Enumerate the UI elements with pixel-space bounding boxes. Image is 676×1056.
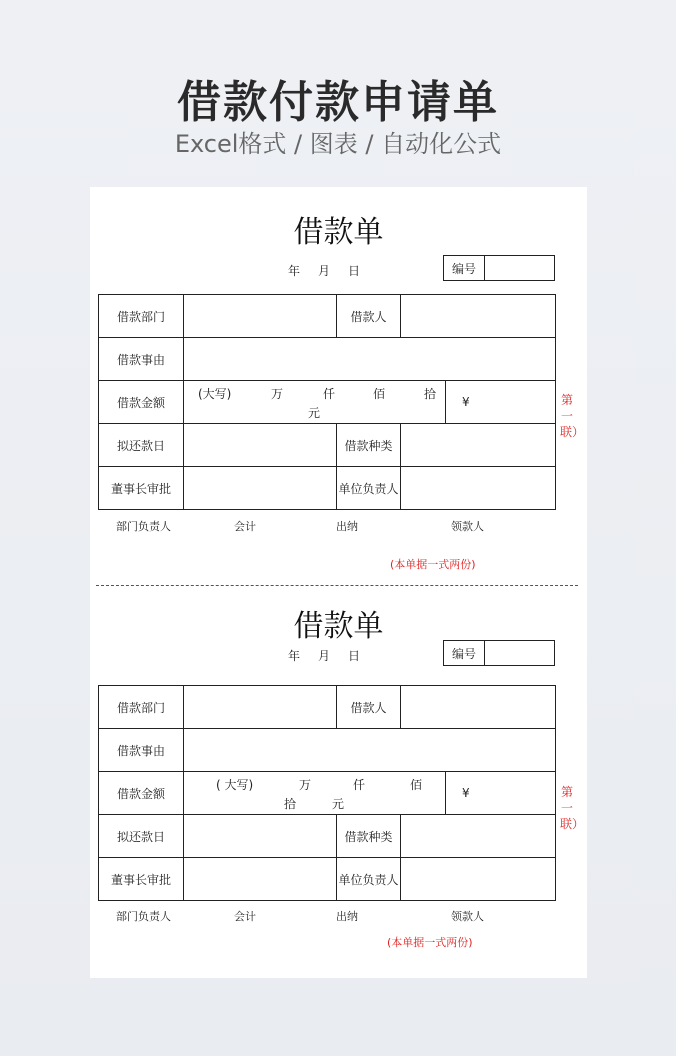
loan-type-label: 借款种类 (337, 424, 401, 467)
signoff-recipient: 领款人 (451, 910, 484, 923)
unit-head-field[interactable] (401, 467, 556, 510)
amount-qian: 仟 (323, 387, 336, 401)
amount-yuan: 元 (308, 406, 321, 420)
table-row (99, 295, 556, 338)
chairman-field[interactable] (184, 858, 337, 901)
signoff-cashier: 出纳 (336, 520, 358, 533)
loan-type-field[interactable] (401, 424, 556, 467)
serial-number-box (443, 640, 555, 666)
date-day: 日 (348, 649, 361, 663)
table-row (99, 729, 556, 772)
repay-date-field[interactable] (184, 815, 337, 858)
serial-number-field[interactable] (485, 256, 554, 280)
borrower-field[interactable] (401, 295, 556, 338)
date-day: 日 (348, 264, 361, 278)
loan-form-table (98, 685, 556, 901)
copies-note: (本单据一式两份) (387, 936, 473, 949)
amount-shi: 拾 (284, 797, 297, 811)
amount-label: 借款金额 (99, 772, 184, 815)
yen-sign: ¥ (462, 395, 470, 409)
amount-wan: 万 (299, 778, 312, 792)
cut-line (96, 585, 578, 586)
yen-sign: ¥ (462, 786, 470, 800)
unit-head-label: 单位负责人 (337, 858, 401, 901)
chairman-label: 董事长审批 (99, 858, 184, 901)
copy-mark: 第一联） (560, 393, 585, 439)
serial-label: 编号 (444, 256, 485, 280)
date-year: 年 (288, 264, 301, 278)
dept-field[interactable] (184, 686, 337, 729)
dept-label: 借款部门 (99, 686, 184, 729)
loan-form-table (98, 294, 556, 510)
signoff-cashier: 出纳 (336, 910, 358, 923)
page-title: 借款付款申请单 (177, 77, 499, 128)
amount-daxie: (大写) (198, 387, 232, 401)
reason-label: 借款事由 (99, 729, 184, 772)
amount-words-field[interactable] (184, 381, 446, 424)
table-row (99, 815, 556, 858)
loan-type-field[interactable] (401, 815, 556, 858)
amount-label: 借款金额 (99, 381, 184, 424)
borrower-label: 借款人 (337, 295, 401, 338)
amount-words-field[interactable] (184, 772, 446, 815)
chairman-label: 董事长审批 (99, 467, 184, 510)
amount-number-field[interactable] (446, 772, 556, 815)
table-row (99, 686, 556, 729)
dept-label: 借款部门 (99, 295, 184, 338)
amount-wan: 万 (271, 387, 284, 401)
table-row (99, 381, 556, 424)
copies-note: (本单据一式两份) (390, 558, 476, 571)
amount-bai: 佰 (373, 387, 386, 401)
amount-yuan: 元 (332, 797, 345, 811)
signoff-dept-head: 部门负责人 (116, 910, 171, 923)
date-month: 月 (318, 264, 331, 278)
table-row (99, 772, 556, 815)
date-month: 月 (318, 649, 331, 663)
date-year: 年 (288, 649, 301, 663)
signoff-accountant: 会计 (234, 520, 256, 533)
amount-number-field[interactable] (446, 381, 556, 424)
form-title: 借款单 (293, 609, 384, 644)
signoff-dept-head: 部门负责人 (116, 520, 171, 533)
borrower-field[interactable] (401, 686, 556, 729)
serial-number-field[interactable] (485, 641, 554, 665)
serial-number-box (443, 255, 555, 281)
table-row (99, 424, 556, 467)
table-row (99, 338, 556, 381)
amount-shi: 拾 (424, 387, 437, 401)
chairman-field[interactable] (184, 467, 337, 510)
unit-head-field[interactable] (401, 858, 556, 901)
amount-qian: 仟 (353, 778, 366, 792)
table-row (99, 858, 556, 901)
loan-type-label: 借款种类 (337, 815, 401, 858)
repay-date-label: 拟还款日 (99, 815, 184, 858)
table-row (99, 467, 556, 510)
signoff-recipient: 领款人 (451, 520, 484, 533)
reason-label: 借款事由 (99, 338, 184, 381)
document-sheet (90, 187, 587, 978)
reason-field[interactable] (184, 338, 556, 381)
signoff-accountant: 会计 (234, 910, 256, 923)
serial-label: 编号 (444, 641, 485, 665)
unit-head-label: 单位负责人 (337, 467, 401, 510)
copy-mark: 第一联） (560, 785, 585, 831)
page-subtitle: Excel格式 / 图表 / 自动化公式 (174, 130, 502, 158)
form-title: 借款单 (293, 215, 384, 250)
amount-bai: 佰 (410, 778, 423, 792)
reason-field[interactable] (184, 729, 556, 772)
repay-date-field[interactable] (184, 424, 337, 467)
repay-date-label: 拟还款日 (99, 424, 184, 467)
amount-daxie: ( 大写) (216, 778, 254, 792)
borrower-label: 借款人 (337, 686, 401, 729)
dept-field[interactable] (184, 295, 337, 338)
